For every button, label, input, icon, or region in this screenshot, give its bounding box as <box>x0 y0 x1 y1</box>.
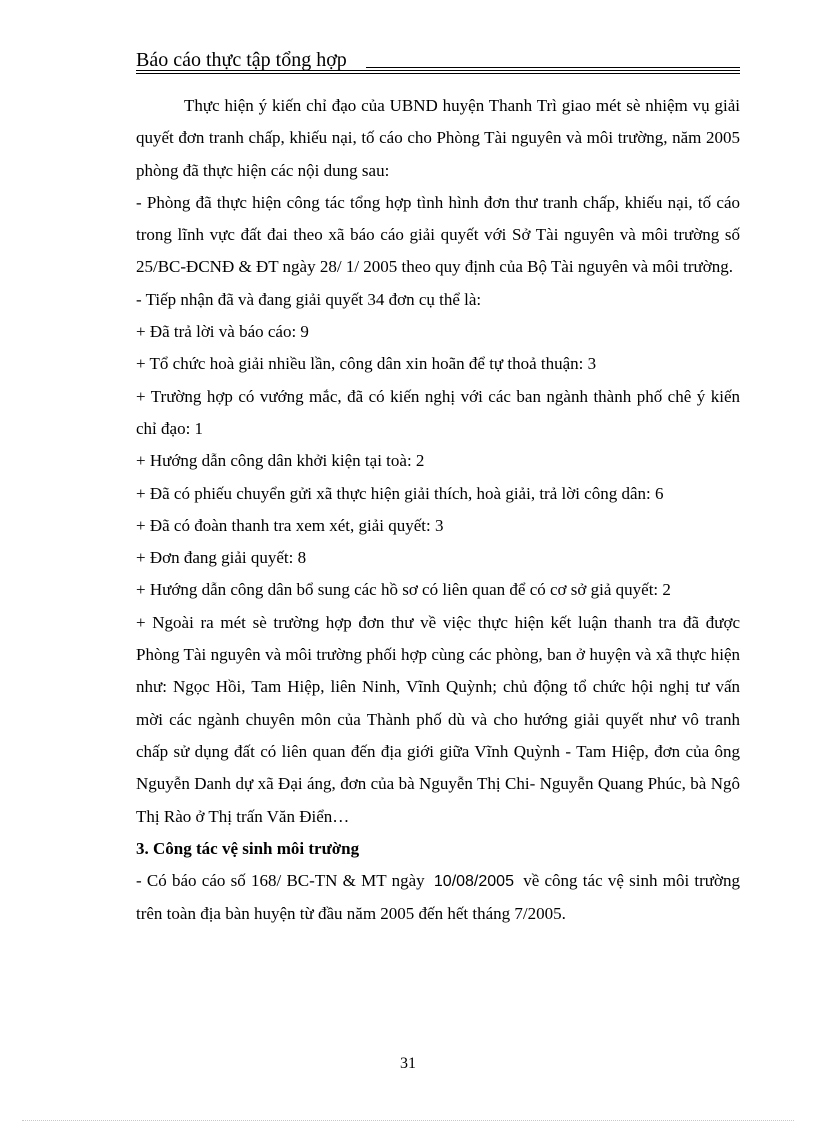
report-date: 10/08/2005 <box>433 873 514 891</box>
list-item: + Đã trả lời và báo cáo: 9 <box>136 322 309 342</box>
list-item: + Hướng dẫn công dân khởi kiện tại toà: 2 <box>136 451 425 471</box>
page-bottom-rule <box>22 1120 794 1121</box>
list-item: + Đã có đoàn thanh tra xem xét, giải quyết: 3 <box>136 515 444 535</box>
intro-paragraph: Thực hiện ý kiến chỉ đạo của UBND huyện Thanh Trì giao mét sè nhiệm vụ giải quyết đơn tranh chấp, khiếu nại, tố cáo cho Phòng Tài nguyên và môi trường, năm 2005 phòng đã thực hiện các nội dung sau: <box>136 96 740 180</box>
list-item: + Đã có phiếu chuyển gửi xã thực hiện giải thích, hoà giải, trả lời công dân: 6 <box>136 483 664 503</box>
page-number: 31 <box>400 1055 416 1072</box>
header-rule <box>136 73 740 74</box>
header-title: Báo cáo thực tập tổng hợp <box>136 49 347 71</box>
list-item: + Ngoài ra mét sè trường hợp đơn thư về việc thực hiện kết luận thanh tra đã được Phòng Tài nguyên và môi trường phối hợp cùng các phòng, ban ở huyện và xã thực hiện như: Ngọc Hồi, Tam Hiệp, liên Ninh, Vĩnh Quỳnh; chủ động tổ chức hội nghị tư vấn mời các ngành chuyên môn của Thành phố dù và cho hướng giải quyết như vô tranh chấp sử dụng đất có liên quan đến địa giới giữa Vĩnh Quỳnh - Tam Hiệp, đơn của ông Nguyễn Danh dự xã Đại áng, đơn của bà Nguyễn Thị Chi- Nguyễn Quang Phúc, bà Ngô Thị Rào ở Thị trấn Văn Điển… <box>136 612 740 826</box>
list-item: + Tổ chức hoà giải nhiều lần, công dân xin hoãn để tự thoả thuận: 3 <box>136 354 597 374</box>
list-item: + Hướng dẫn công dân bổ sung các hồ sơ có liên quan để có cơ sở giả quyết: 2 <box>136 580 671 600</box>
section-paragraph <box>136 865 740 931</box>
document-body <box>136 90 740 931</box>
header-rule <box>136 70 740 71</box>
section-text-end: về công tác vệ sinh môi trường trên toàn địa bàn huyện từ đầu năm 2005 đến hết tháng 7/2005. <box>136 871 741 924</box>
summary-paragraph: - Phòng đã thực hiện công tác tổng hợp tình hình đơn thư tranh chấp, khiếu nại, tố cáo trong lĩnh vực đất đai theo xã báo cáo giải quyết với Sở Tài nguyên và môi trường số 25/BC-ĐCNĐ & ĐT ngày 28/ 1/ 2005 theo quy định của Bộ Tài nguyên và môi trường. <box>136 192 740 277</box>
section-text-start: - Có báo cáo số 168/ BC-TN & MT ngày <box>136 871 425 891</box>
list-item: + Trường hợp có vướng mắc, đã có kiến nghị với các ban ngành thành phố chê ý kiến chỉ đạo: 1 <box>136 386 740 438</box>
header-rule <box>366 67 740 68</box>
page-header <box>136 48 740 74</box>
list-item: + Đơn đang giải quyết: 8 <box>136 548 307 568</box>
received-paragraph: - Tiếp nhận đã và đang giải quyết 34 đơn cụ thể là: <box>136 289 482 309</box>
section-heading: 3. Công tác vệ sinh môi trường <box>136 838 360 858</box>
